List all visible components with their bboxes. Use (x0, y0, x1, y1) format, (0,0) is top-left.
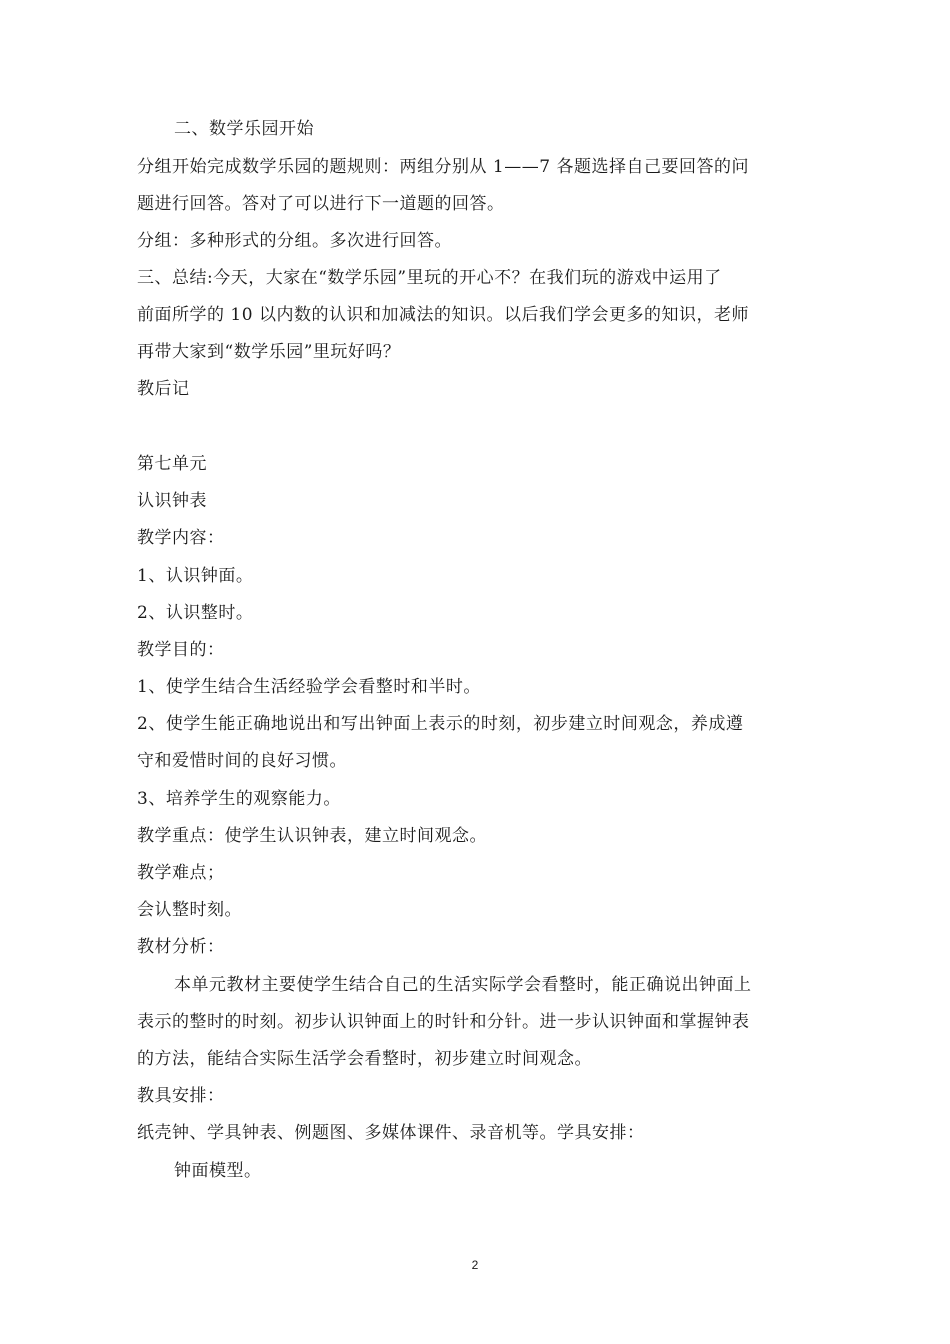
paragraph-line: 本单元教材主要使学生结合自己的生活实际学会看整时，能正确说出钟面上 (174, 975, 752, 995)
paragraph-line: 分组开始完成数学乐园的题规则：两组分别从 1——7 各题选择自己要回答的问 (137, 157, 749, 177)
paragraph-line: 纸壳钟、学具钟表、例题图、多媒体课件、录音机等。学具安排： (137, 1123, 645, 1143)
paragraph-line: 的方法，能结合实际生活学会看整时，初步建立时间观念。 (137, 1049, 592, 1069)
unit-title: 第七单元 (137, 454, 207, 474)
paragraph-line: 表示的整时的时刻。初步认识钟面上的时针和分针。进一步认识钟面和掌握钟表 (137, 1012, 750, 1032)
after-teaching-notes-label: 教后记 (137, 379, 190, 399)
key-points: 教学重点：使学生认识钟表，建立时间观念。 (137, 826, 487, 846)
list-item: 2、认识整时。 (137, 603, 254, 623)
teaching-content-heading: 教学内容： (137, 528, 225, 548)
lesson-title: 认识钟表 (137, 491, 207, 511)
section-heading-summary: 三、总结:今天，大家在“数学乐园”里玩的开心不？在我们玩的游戏中运用了 (137, 268, 722, 288)
paragraph-line: 题进行回答。答对了可以进行下一道题的回答。 (137, 194, 505, 214)
paragraph-line: 分组：多种形式的分组。多次进行回答。 (137, 231, 452, 251)
list-item: 1、认识钟面。 (137, 566, 254, 586)
paragraph-line: 再带大家到“数学乐园”里玩好吗？ (137, 342, 401, 362)
difficulties-heading: 教学难点； (137, 863, 225, 883)
material-analysis-heading: 教材分析： (137, 937, 225, 957)
paragraph-line: 会认整时刻。 (137, 900, 242, 920)
page-number: 2 (471, 1258, 479, 1272)
section-heading-math-garden-start: 二、数学乐园开始 (174, 119, 314, 139)
list-item: 2、使学生能正确地说出和写出钟面上表示的时刻，初步建立时间观念，养成遵 (137, 714, 744, 734)
list-item-continuation: 守和爱惜时间的良好习惯。 (137, 751, 347, 771)
paragraph-line: 钟面模型。 (174, 1161, 262, 1181)
teaching-objectives-heading: 教学目的： (137, 640, 225, 660)
teaching-aids-heading: 教具安排： (137, 1086, 225, 1106)
list-item: 1、使学生结合生活经验学会看整时和半时。 (137, 677, 481, 697)
paragraph-line: 前面所学的 10 以内数的认识和加减法的知识。以后我们学会更多的知识，老师 (137, 305, 749, 325)
list-item: 3、培养学生的观察能力。 (137, 789, 341, 809)
